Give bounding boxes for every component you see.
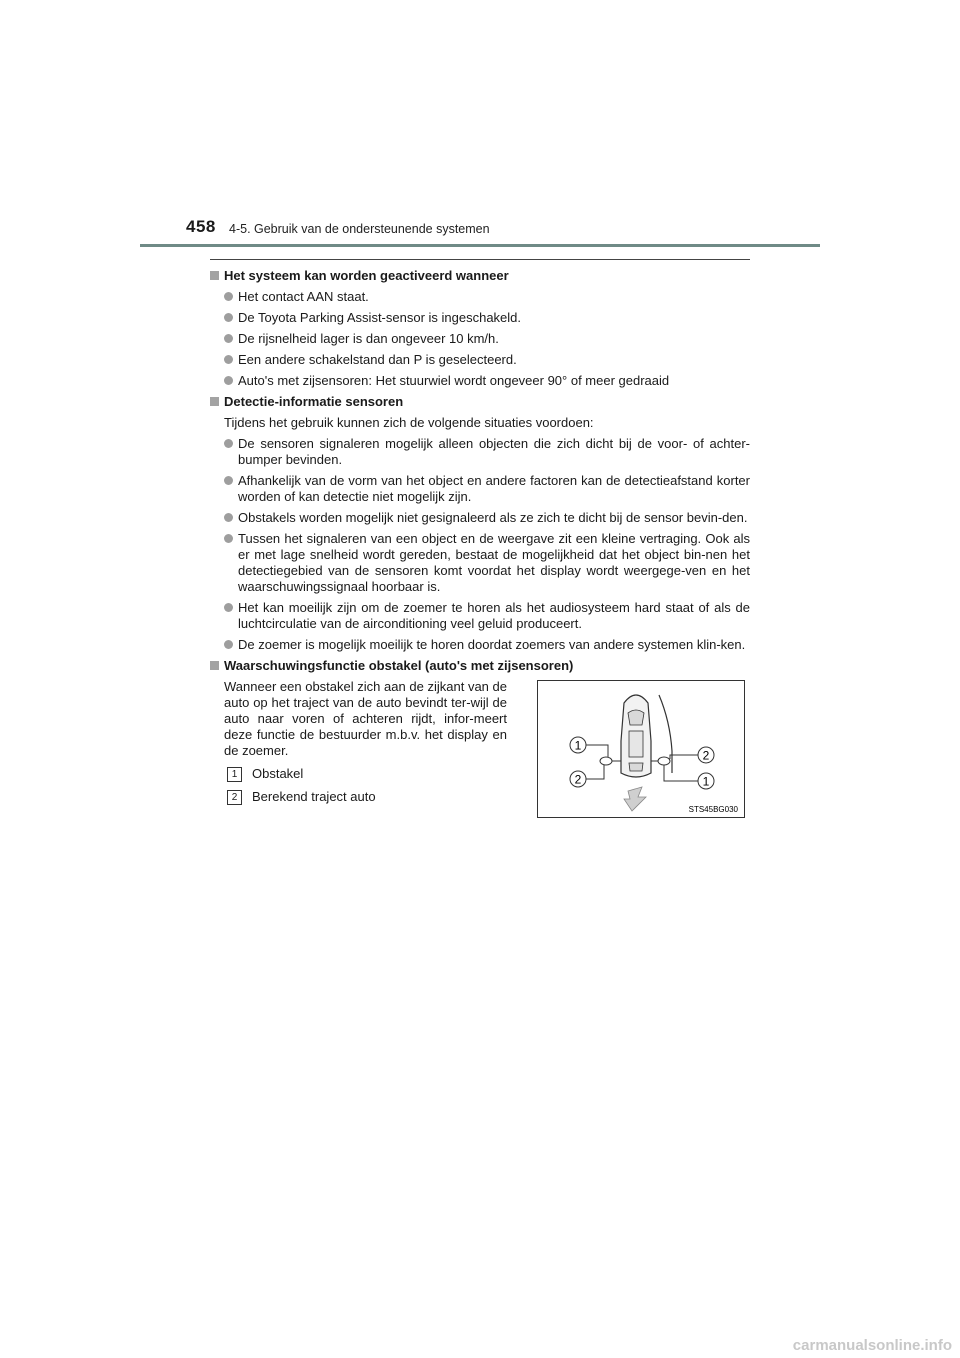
section-text-column [210,679,507,818]
legend-label: Obstakel [252,766,304,781]
round-bullet-icon [224,439,233,448]
list-item: De rijsnelheid lager is dan ongeveer 10 km/h. [210,331,750,347]
section-paragraph: Wanneer een obstakel zich aan de zijkant van de auto op het traject van de auto bevindt ter-wijl de auto naar voren of achteren rijdt, infor-meert deze functie de bestuurder m.b.v. het display en de zoemer. [224,679,507,758]
callout-leader [670,755,698,759]
header-rule [140,244,820,247]
car-diagram [538,681,744,817]
legend-label: Berekend traject auto [252,789,376,804]
round-bullet-icon [224,513,233,522]
sensor-wave-right-icon [651,757,670,765]
section-body [210,679,750,818]
callout-leader [586,745,608,757]
section-heading-text: Waarschuwingsfunctie obstakel (auto's met zijsensoren) [224,658,574,673]
round-bullet-icon [224,313,233,322]
list-item: Het kan moeilijk zijn om de zoemer te horen als het audiosysteem hard staat of als de luchtcirculatie van de airconditioning veel geluid produceert. [210,600,750,632]
section-heading [210,268,750,284]
section-heading-text: Detectie-informatie sensoren [224,394,404,409]
round-bullet-icon [224,640,233,649]
callout-number [570,737,586,753]
callout-leader [586,765,604,779]
list-item: De zoemer is mogelijk moeilijk te horen doordat zoemers van andere systemen klin-ken. [210,637,750,653]
car-icon [621,695,651,777]
callout-leader [664,765,698,781]
callout-number [570,771,586,787]
svg-text:2: 2 [702,748,710,763]
round-bullet-icon [224,292,233,301]
section-intro: Tijdens het gebruik kunnen zich de volgende situaties voordoen: [224,415,594,430]
legend-item [224,766,507,782]
section-side-warning [210,658,750,818]
svg-text:1: 1 [574,738,582,753]
list-item: Tussen het signaleren van een object en de weergave zit een kleine vertraging. Ook als er met lage snelheid wordt gereden, bestaat de mogelijkheid dat het object bin-nen het detectiegebied van de sensoren komt voordat het display wordt weergege-ven en het waarschuwingssignaal hoorbaar is. [210,531,750,595]
list-item: Afhankelijk van de vorm van het object en andere factoren kan de detectieafstand korter worden of kan detectie niet mogelijk zijn. [210,473,750,505]
direction-arrow-icon [624,787,646,811]
legend-number: 2 [227,790,242,805]
round-bullet-icon [224,376,233,385]
chapter-title: 4-5. Gebruik van de ondersteunende systemen [229,222,490,236]
square-bullet-icon [210,661,219,670]
sensor-wave-left-icon [600,757,621,765]
svg-text:1: 1 [702,774,710,789]
section-detection-info [210,394,750,653]
legend-number: 1 [227,767,242,782]
section-activation [210,268,750,389]
list-item: De sensoren signaleren mogelijk alleen objecten die zich dicht bij de voor- of achter-bumper bevinden. [210,436,750,468]
list-item: Het contact AAN staat. [210,289,750,305]
round-bullet-icon [224,476,233,485]
callout-number [698,773,714,789]
list-item: Een andere schakelstand dan P is geselecteerd. [210,352,750,368]
list-item: Obstakels worden mogelijk niet gesignaleerd als ze zich te dicht bij de sensor bevin-den. [210,510,750,526]
section-heading [210,658,750,674]
legend-item [224,789,507,805]
square-bullet-icon [210,271,219,280]
section-heading-text: Het systeem kan worden geactiveerd wanneer [224,268,509,283]
list-item: De Toyota Parking Assist-sensor is ingeschakeld. [210,310,750,326]
svg-text:2: 2 [574,772,582,787]
round-bullet-icon [224,603,233,612]
round-bullet-icon [224,355,233,364]
list-item: Auto's met zijsensoren: Het stuurwiel wordt ongeveer 90° of meer gedraaid [210,373,750,389]
watermark: carmanualsonline.info [792,1337,952,1354]
round-bullet-icon [224,534,233,543]
round-bullet-icon [224,334,233,343]
square-bullet-icon [210,397,219,406]
figure-side-sensor-diagram [537,680,745,818]
section-heading [210,394,750,410]
figure-code: STS45BG030 [688,805,738,814]
page-content [210,259,750,818]
page-number: 458 [186,217,216,236]
callout-number [698,747,714,763]
